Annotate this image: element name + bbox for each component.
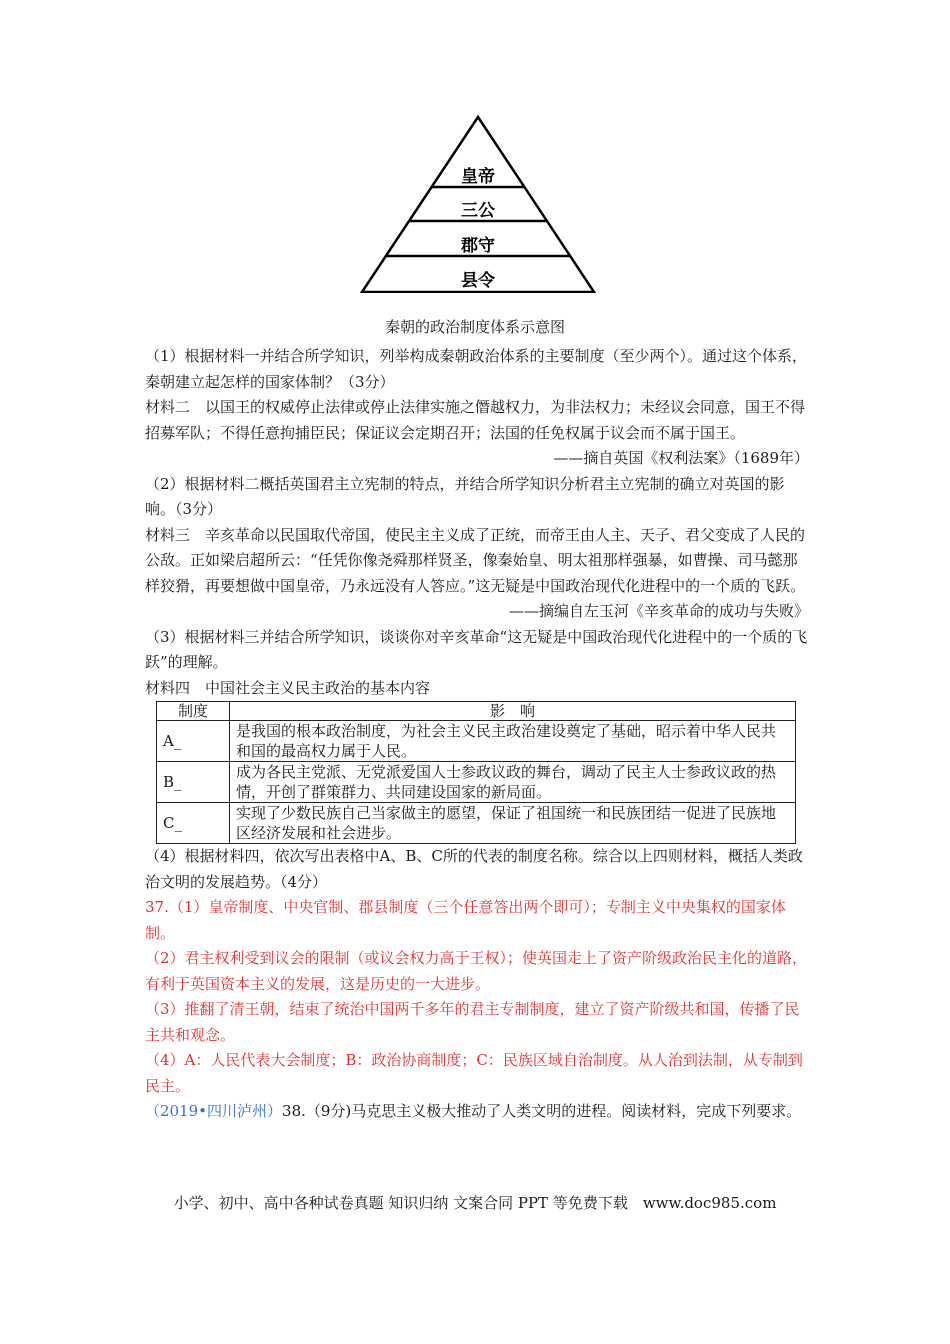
- table-cell-text: 实现了少数民族自己当家做主的愿望，保证了祖国统一和民族团结一促进了民族地区经济发展和社会进步。: [230, 803, 796, 844]
- qin-political-system-pyramid: [360, 115, 596, 293]
- table-cell-label: B_: [157, 762, 230, 803]
- table-cell-label: A_: [157, 721, 230, 762]
- question-source-tag: （2019•四川泸州）: [145, 1102, 283, 1120]
- table-cell-label: C_: [157, 803, 230, 844]
- question-1: （1）根据材料一并结合所学知识，列举构成秦朝政治体系的主要制度（至少两个）。通过这个体系，秦朝建立起怎样的国家体制？（3分）: [145, 347, 808, 391]
- question-2: （2）根据材料二概括英国君主立宪制的特点，并结合所学知识分析君主立宪制的确立对英国的影响。（3分）: [145, 474, 785, 518]
- pyramid-level-commandery: 郡守: [461, 236, 495, 256]
- table-cell-text: 是我国的根本政治制度，为社会主义民主政治建设奠定了基础，昭示着中华人民共和国的最高权力属于人民。: [230, 721, 796, 762]
- document-body: [145, 344, 809, 1125]
- table-cell-text: 成为各民主党派、无党派爱国人士参政议政的舞台，调动了民主人士参政议政的热情，开创了群策群力、共同建设国家的新局面。: [230, 762, 796, 803]
- table-header-system: 制度: [157, 702, 230, 721]
- page-footer: 小学、初中、高中各种试卷真题 知识归纳 文案合同 PPT 等免费下载 www.doc985.com: [173, 1194, 777, 1212]
- answer-4: （4）A：人民代表大会制度；B：政治协商制度；C：民族区域自治制度。从人治到法制，从专制到民主。: [145, 1051, 803, 1095]
- next-question-text: 38.（9分)马克思主义极大推动了人类文明的进程。阅读材料，完成下列要求。: [282, 1102, 802, 1120]
- table-header-impact: 影 响: [230, 702, 796, 721]
- answer-1: 37.（1）皇帝制度、中央官制、郡县制度（三个任意答出两个即可）；专制主义中央集权的国家体制。: [145, 898, 786, 942]
- table-row: [157, 803, 796, 844]
- table-row: [157, 762, 796, 803]
- figure-caption: 秦朝的政治制度体系示意图: [384, 318, 565, 336]
- question-4: （4）根据材料四，依次写出表格中A、B、C所的代表的制度名称。综合以上四则材料，概括人类政治文明的发展趋势。（4分）: [145, 847, 803, 891]
- pyramid-level-three-dukes: 三公: [461, 201, 495, 221]
- pyramid-level-county: 县令: [461, 271, 495, 291]
- answer-2: （2）君主权利受到议会的限制（或议会权力高于王权）；使英国走上了资产阶级政治民主化的道路，有利于英国资本主义的发展，这是历史的一大进步。: [145, 949, 808, 993]
- material-2-text: 材料二 以国王的权威停止法律或停止法律实施之僭越权力，为非法权力；未经议会同意，国王不得招募军队；不得任意拘捕臣民；保证议会定期召开；法国的任免权属于议会而不属于国王。: [145, 398, 806, 442]
- material-3-text: 材料三 辛亥革命以民国取代帝国，使民主主义成了正统，而帝王由人主、天子、君父变成了人民的公敌。正如梁启超所云：“任凭你像尧舜那样贤圣，像秦始皇、明太祖那样强暴，如曹操、司马懿那样狡猾，再要想做中国皇帝，乃永远没有人答应。”这无疑是中国政治现代化进程中的一个质的飞跃。: [145, 525, 806, 595]
- table-row: [157, 721, 796, 762]
- material-4-table: [156, 701, 796, 844]
- answer-3: （3）推翻了清王朝，结束了统治中国两千多年的君主专制制度，建立了资产阶级共和国，传播了民主共和观念。: [145, 1000, 800, 1044]
- next-question: [145, 1099, 809, 1125]
- table-header-row: [157, 702, 796, 721]
- pyramid-level-emperor: 皇帝: [461, 167, 495, 187]
- material-2-source: ——摘自英国《权利法案》（1689年）: [553, 449, 809, 467]
- question-3: （3）根据材料三并结合所学知识，谈谈你对辛亥革命“这无疑是中国政治现代化进程中的一个质的飞跃”的理解。: [145, 627, 808, 671]
- material-4-title: 材料四 中国社会主义民主政治的基本内容: [145, 678, 431, 697]
- material-3-source: ——摘编自左玉河《辛亥革命的成功与失败》: [508, 602, 809, 620]
